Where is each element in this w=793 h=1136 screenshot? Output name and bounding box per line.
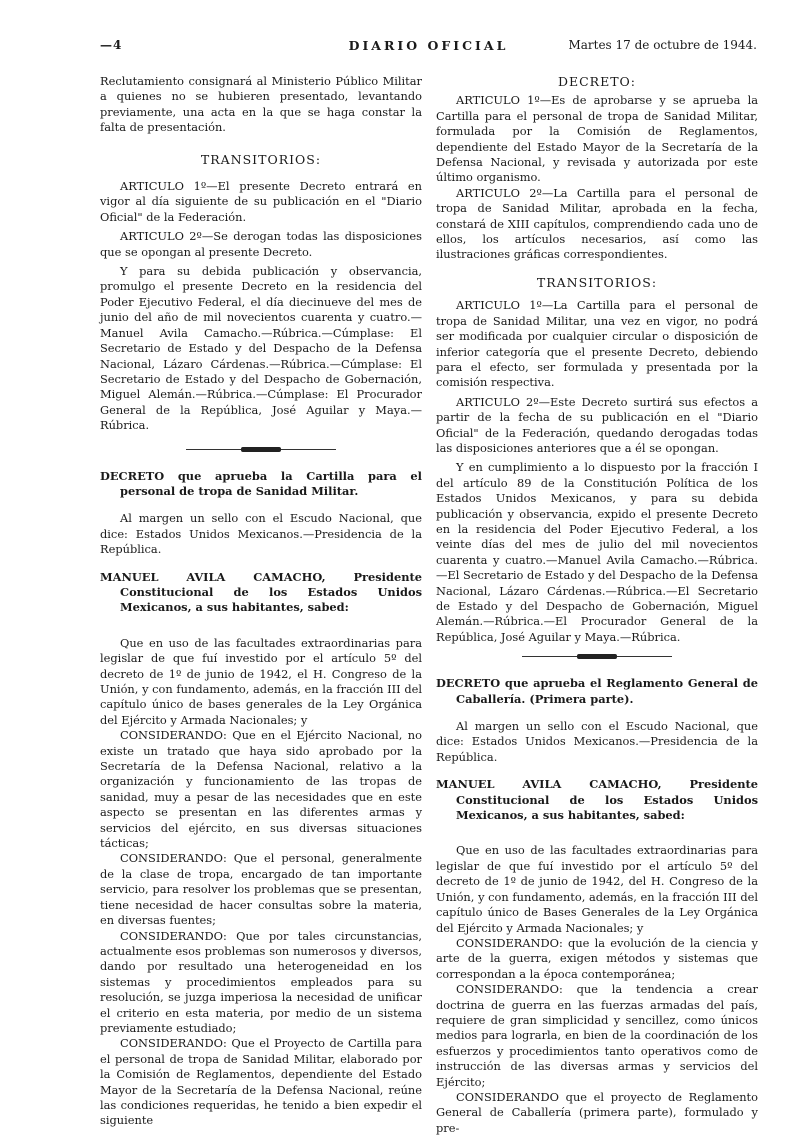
considerando-3: CONSIDERANDO: Que por tales circunstancias, actualmente esos problemas son numerosos y diversos, dando por resultado una heterogeneidad en los sistemas y procedimientos empleados para su resolución, se juzga imperiosa la necesidad de unificar el criterio en esta materia, por medio de un sistema previamente estudiado;: [100, 928, 422, 1035]
decree-title: DECRETO que aprueba el Reglamento General de Caballería. (Primera parte).: [436, 676, 758, 706]
transitory-article-1: ARTICULO 1º—La Cartilla para el personal de tropa de Sanidad Militar, una vez en vigor, no podrá ser modificada por cualquier circular o disposición de inferior categoría que el presente Decreto, debiendo para el efecto, ser formulada y presentada por la comisión respectiva.: [436, 298, 758, 390]
publication-title: DIARIO OFICIAL: [348, 38, 509, 53]
publication-date: Martes 17 de octubre de 1944.: [568, 38, 757, 52]
section-divider: [522, 653, 672, 660]
decreto-heading: DECRETO:: [557, 74, 637, 89]
right-column: [436, 74, 758, 1136]
faculties-paragraph: Que en uso de las facultades extraordinarias para legislar de que fuí investido por el artículo 5º del decreto de 1º de junio de 1942, el H. Congreso de la Unión, y con fundamento, además, en la fracción III del capítulo único de bases generales de la Ley Orgánica del Ejército y Armada Nacionales; y: [100, 635, 422, 727]
considerando-2: CONSIDERANDO: que la tendencia a crear doctrina de guerra en las fuerzas armadas del país, requiere de gran simplicidad y sencillez, como únicos medios para lograrla, en bien de la coordinación de los esfuerzos y procedimientos tanto operativos como de instrucción de las diversas armas y servicios del Ejército;: [436, 982, 758, 1089]
page-header: [100, 38, 757, 56]
decree-article-1: ARTICULO 1º—Es de aprobarse y se aprueba la Cartilla para el personal de tropa de Sanidad Militar, formulada por la Comisión de Reglamentos, dependiente del Estado Mayor de la Secretaría de la Defensa Nacional, y revisada y autorizada por este último organismo.: [436, 93, 758, 185]
page-number: —4: [100, 38, 123, 52]
transitorios-heading: TRANSITORIOS:: [536, 274, 658, 290]
considerando-3: CONSIDERANDO que el proyecto de Reglamento General de Caballería (primera parte), formulado y pre-: [436, 1089, 758, 1135]
margin-seal-note: Al margen un sello con el Escudo Nacional, que dice: Estados Unidos Mexicanos.—Presidencia de la República.: [436, 719, 758, 764]
transitory-article-2: ARTICULO 2º—Este Decreto surtirá sus efectos a partir de la fecha de su publicación en el "Diario Oficial" de la Federación, quedando derogadas todas las disposiciones anteriores que a él se opongan.: [436, 394, 758, 455]
considerando-2: CONSIDERANDO: Que el personal, generalmente de la clase de tropa, encargado de tan importante servicio, para resolver los problemas que se presentan, tiene necesidad de hacer consultas sobre la materia, en diversas fuentes;: [100, 851, 422, 928]
transitory-article-2: ARTICULO 2º—Se derogan todas las disposiciones que se opongan al presente Decreto.: [100, 229, 422, 259]
president-line: MANUEL AVILA CAMACHO, Presidente Constitucional de los Estados Unidos Mexicanos, a sus habitantes, sabed:: [100, 569, 422, 615]
section-divider: [186, 446, 336, 453]
transitorios-heading: TRANSITORIOS:: [200, 151, 322, 167]
left-column: [100, 74, 422, 1129]
compliance-paragraph: Y en cumplimiento a lo dispuesto por la fracción I del artículo 89 de la Constitución Política de los Estados Unidos Mexicanos, y para su debida publicación y observancia, expido el presente Decreto en la residencia del Poder Ejecutivo Federal, a los veinte días del mes de julio del mil novecientos cuarenta y cuatro.—Manuel Avila Camacho.—Rúbrica.—El Secretario de Estado y del Despacho de la Defensa Nacional, Lázaro Cárdenas.—Rúbrica.—El Secretario de Estado y del Despacho de Gobernación, Miguel Alemán.—Rúbrica.—El Procurador General de la República, José Aguilar y Maya.—Rúbrica.: [436, 460, 758, 644]
transitory-article-1: ARTICULO 1º—El presente Decreto entrará en vigor al día siguiente de su publicación en el "Diario Oficial" de la Federación.: [100, 179, 422, 224]
president-line: MANUEL AVILA CAMACHO, Presidente Constitucional de los Estados Unidos Mexicanos, a sus habitantes, sabed:: [436, 777, 758, 823]
margin-seal-note: Al margen un sello con el Escudo Nacional, que dice: Estados Unidos Mexicanos.—Presidencia de la República.: [100, 511, 422, 557]
decree-article-2: ARTICULO 2º—La Cartilla para el personal de tropa de Sanidad Militar, aprobada en la fecha, constará de XIII capítulos, comprendiendo cada uno de ellos, los artículos necesarios, así como las ilustraciones gráficas correspondientes.: [436, 185, 758, 262]
considerando-1: CONSIDERANDO: Que en el Ejército Nacional, no existe un tratado que haya sido aprobado por la Secretaría de la Defensa Nacional, relativo a la organización y funcionamiento de las tropas de sanidad, muy a pesar de las necesidades que en este aspecto se presentan en las diferentes armas y servicios del ejército, en sus diversas situaciones tácticas;: [100, 728, 422, 851]
faculties-paragraph: Que en uso de las facultades extraordinarias para legislar de que fuí investido por el artículo 5º del decreto de 1º de junio de 1942, del H. Congreso de la Unión, y con fundamento, además, en la fracción III del capítulo único de Bases Generales de la Ley Orgánica del Ejército y Armada Nacionales; y: [436, 843, 758, 935]
promulgation-paragraph: Y para su debida publicación y observancia, promulgo el presente Decreto en la residencia del Poder Ejecutivo Federal, el día diecinueve del mes de junio del año de mil novecientos cuarenta y cuatro.—Manuel Avila Camacho.—Rúbrica.—Cúmplase: El Secretario de Estado y del Despacho de la Defensa Nacional, Lázaro Cárdenas.—Rúbrica.—Cúmplase: El Secretario de Estado y del Despacho de Gobernación, Miguel Alemán.—Rúbrica.—Cúmplase: El Procurador General de la República, José Aguilar y Maya.—Rúbrica.: [100, 264, 422, 433]
considerando-1: CONSIDERANDO: que la evolución de la ciencia y arte de la guerra, exigen métodos y sistemas que correspondan a la época contemporánea;: [436, 935, 758, 981]
decree-title: DECRETO que aprueba la Cartilla para el personal de tropa de Sanidad Militar.: [100, 468, 422, 498]
considerando-4: CONSIDERANDO: Que el Proyecto de Cartilla para el personal de tropa de Sanidad Militar, elaborado por la Comisión de Reglamentos, dependiente del Estado Mayor de la Secretaría de la Defensa Nacional, reúne las condiciones requeridas, he tenido a bien expedir el siguiente: [100, 1036, 422, 1128]
opening-paragraph: Reclutamiento consignará al Ministerio Público Militar a quienes no se hubieren presentado, levantando previamente, una acta en la que se haga constar la falta de presentación.: [100, 74, 422, 135]
